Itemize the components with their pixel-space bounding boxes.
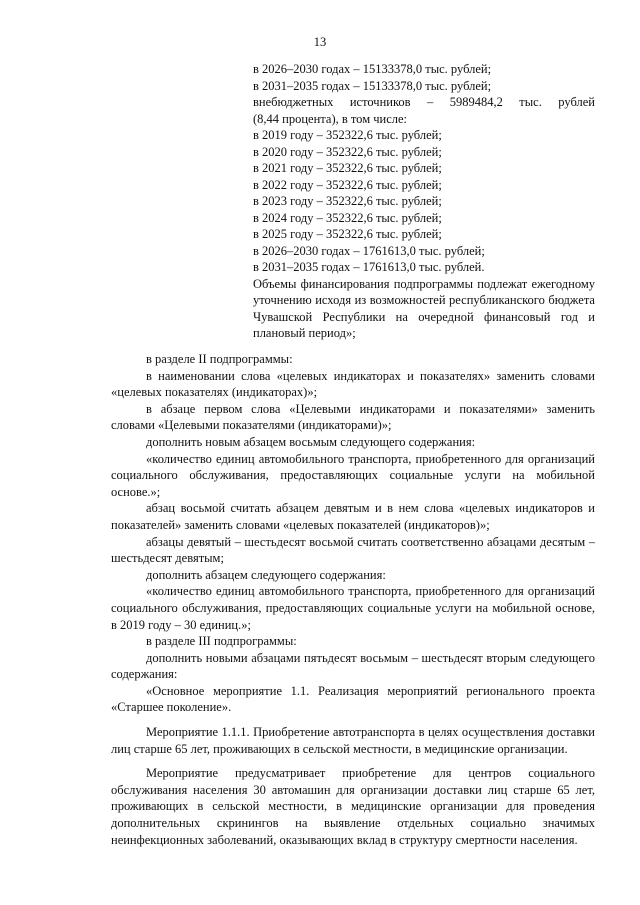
paragraph: абзац восьмой считать абзацем девятым и в нем слова «целевых индикаторов и показателей» заменить словами «целевых показателей (индикаторов)»;	[111, 501, 595, 532]
extra-budget-line: внебюджетных источников – 5989484,2 тыс. рублей	[253, 95, 595, 109]
paragraph: дополнить абзацем следующего содержания:	[146, 567, 386, 582]
financing-block	[253, 61, 595, 342]
page-number: 13	[313, 35, 327, 49]
year-line: в 2026–2030 годах – 1761613,0 тыс. рублей;	[253, 243, 485, 258]
financing-line: в 2031–2035 годах – 15133378,0 тыс. рублей;	[253, 78, 492, 93]
year-line: в 2020 году – 352322,6 тыс. рублей;	[253, 144, 442, 159]
year-line: в 2019 году – 352322,6 тыс. рублей;	[253, 128, 442, 142]
document-body	[111, 351, 595, 848]
paragraph: в абзаце первом слова «Целевыми индикаторами и показателями» заменить словами «Целевыми показателями (индикаторами)»;	[111, 401, 595, 433]
extra-budget-line: (8,44 процента), в том числе:	[253, 111, 408, 126]
financing-line: в 2026–2030 годах – 15133378,0 тыс. рублей;	[253, 62, 492, 76]
paragraph: «Основное мероприятие 1.1. Реализация мероприятий регионального проекта «Старшее поколение».	[111, 683, 595, 715]
year-line: в 2024 году – 352322,6 тыс. рублей;	[253, 210, 442, 225]
year-line: в 2021 году – 352322,6 тыс. рублей;	[253, 161, 442, 175]
closing-paragraph: Объемы финансирования подпрограммы подлежат ежегодному уточнению исходя из возможностей республиканского бюджета Чувашской Республики на очередной финансовый год и плановый период»;	[253, 276, 595, 340]
paragraph: абзацы девятый – шестьдесят восьмой считать соответственно абзацами десятым – шестьдесят девятым;	[111, 534, 595, 566]
paragraph: дополнить новыми абзацами пятьдесят восьмым – шестьдесят вторым следующего содержания:	[111, 650, 595, 682]
year-line: в 2031–2035 годах – 1761613,0 тыс. рублей.	[253, 260, 485, 274]
paragraph: в наименовании слова «целевых индикаторах и показателях» заменить словами «целевых показателях (индикаторах)»;	[111, 368, 595, 400]
paragraph: «количество единиц автомобильного транспорта, приобретенного для организаций социального обслуживания, предоставляющих социальные услуги на мобильной основе, в 2019 году – 30 единиц.»;	[111, 584, 595, 632]
paragraph: в разделе II подпрограммы:	[146, 352, 293, 366]
year-line: в 2023 году – 352322,6 тыс. рублей;	[253, 194, 442, 208]
year-line: в 2022 году – 352322,6 тыс. рублей;	[253, 177, 442, 192]
year-line: в 2025 году – 352322,6 тыс. рублей;	[253, 227, 442, 241]
paragraph: Мероприятие 1.1.1. Приобретение автотранспорта в целях осуществления доставки лиц старше 65 лет, проживающих в сельской местности, в медицинские организации.	[111, 725, 595, 756]
paragraph: «количество единиц автомобильного транспорта, приобретенного для организаций социального обслуживания, предоставляющих социальные услуги на мобильной основе.»;	[111, 451, 595, 499]
paragraph: Мероприятие предусматривает приобретение для центров социального обслуживания населения 30 автомашин для организации доставки лиц старше 65 лет, проживающих в сельской местности, в медицинские организации для проведения дополнительных скринингов на выявление отдельных социально значимых неинфекционных заболеваний, оказывающих вклад в структуру смертности населения.	[111, 766, 595, 847]
paragraph: в разделе III подпрограммы:	[146, 634, 297, 649]
paragraph: дополнить новым абзацем восьмым следующего содержания:	[146, 434, 476, 449]
